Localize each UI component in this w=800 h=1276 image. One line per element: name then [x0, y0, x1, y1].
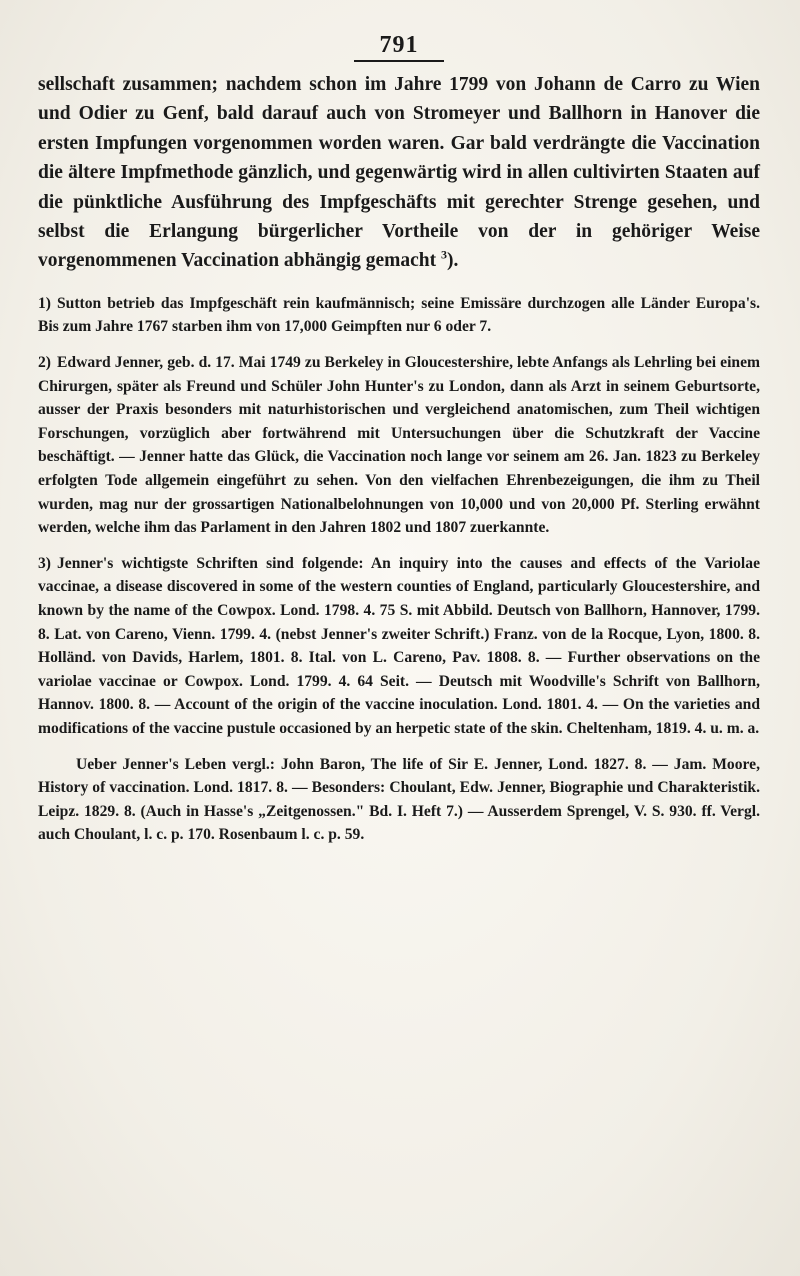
footnote-number: 1)	[38, 294, 51, 312]
main-paragraph	[38, 70, 760, 276]
footnote-text: Sutton betrieb das Impfgeschäft rein kaufmännisch; seine Emissäre durchzogen alle Länder Europa's. Bis zum Jahre 1767 starben ihm von 17,000 Geimpften nur 6 oder 7.	[38, 294, 760, 336]
footnote-2	[38, 351, 760, 540]
main-paragraph-end: ).	[447, 250, 459, 272]
footnote-text: Edward Jenner, geb. d. 17. Mai 1749 zu Berkeley in Gloucestershire, lebte Anfangs als Lehrling bei einem Chirurgen, später als Freund und Schüler John Hunter's zu London, dann als Arzt in seinem Geburtsorte, ausser der Praxis besonders mit naturhistorischen und vergleichend anatomischen, zum Theil wichtigen Forschungen, vorzüglich aber fortwährend mit Untersuchungen über die Schutzkraft der Vaccine beschäftigt. — Jenner hatte das Glück, die Vaccination noch lange vor seinem am 26. Jan. 1823 zu Berkeley erfolgten Tode allgemein eingeführt zu sehen. Von den vielfachen Ehrenbezeigungen, die ihm zu Theil wurden, mag nur der grossartigen Nationalbelohnungen von 10,000 und von 20,000 Pf. Sterling erwähnt werden, welche ihm das Parlament in den Jahren 1802 und 1807 zuerkannte.	[38, 354, 760, 537]
footnote-text: Jenner's wichtigste Schriften sind folgende: An inquiry into the causes and effects of the Variolae vaccinae, a disease discovered in some of the western counties of England, particularly Gloucestershire, and known by the name of the Cowpox. Lond. 1798. 4. 75 S. mit Abbild. Deutsch von Ballhorn, Hannover, 1799. 8. Lat. von Careno, Vienn. 1799. 4. (nebst Jenner's zweiter Schrift.) Franz. von de la Rocque, Lyon, 1800. 8. Holländ. von Davids, Harlem, 1801. 8. Ital. von L. Careno, Pav. 1808. 8. — Further observations on the variolae vaccinae or Cowpox. Lond. 1799. 4. 64 Seit. — Deutsch mit Woodville's Schrift von Ballhorn, Hannov. 1800. 8. — Account of the origin of the vaccine inoculation. Lond. 1801. 4. — On the varieties and modifications of the vaccine pustule occasioned by an herpetic state of the skin. Cheltenham, 1819. 4. u. m. a.	[38, 554, 760, 737]
page-number: 791	[354, 30, 444, 62]
main-text	[38, 70, 760, 276]
footnote-1	[38, 292, 760, 339]
main-paragraph-text: sellschaft zusammen; nachdem schon im Jahre 1799 von Johann de Carro zu Wien und Odier zu Genf, bald darauf auch von Stromeyer und Ballhorn in Hanover die ersten Impfungen vorgenommen worden waren. Gar bald verdrängte die Vaccination die ältere Impfmethode gänzlich, und gegenwärtig wird in allen cultivirten Staaten auf die pünktliche Ausführung des Impfgeschäfts mit gerechter Strenge gesehen, und selbst die Erlangung bürgerlicher Vortheile von der in gehöriger Weise vorgenommenen Vaccination abhängig gemacht	[38, 74, 760, 272]
footnote-number: 2)	[38, 354, 51, 372]
footnote-ref-3: 3	[441, 247, 448, 262]
footnote-3	[38, 552, 760, 741]
footnotes	[38, 292, 760, 847]
closing-note: Ueber Jenner's Leben vergl.: John Baron, The life of Sir E. Jenner, Lond. 1827. 8. — Jam. Moore, History of vaccination. Lond. 1817. 8. — Besonders: Choulant, Edw. Jenner, Biographie und Charakteristik. Leipz. 1829. 8. (Auch in Hasse's „Zeitgenossen." Bd. I. Heft 7.) — Ausserdem Sprengel, V. S. 930. ff. Vergl. auch Choulant, l. c. p. 170. Rosenbaum l. c. p. 59.	[38, 755, 760, 844]
footnote-number: 3)	[38, 554, 51, 572]
